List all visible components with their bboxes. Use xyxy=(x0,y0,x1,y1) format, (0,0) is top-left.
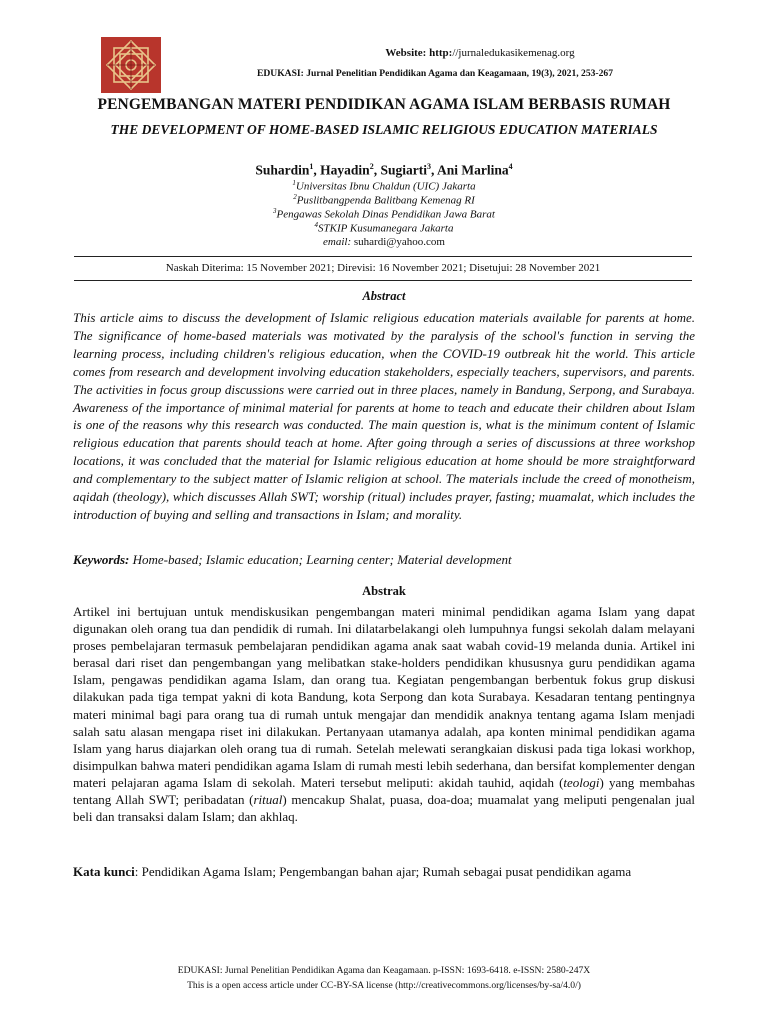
affiliation-sup: 3 xyxy=(273,207,277,215)
author-list xyxy=(60,162,708,179)
submission-dates: Naskah Diterima: 15 November 2021; Direvisi: 16 November 2021; Disetujui: 28 November 2021 xyxy=(165,262,601,274)
affiliation xyxy=(60,221,708,235)
website-line xyxy=(230,47,730,59)
journal-logo-icon xyxy=(101,37,161,93)
abstrak-text-part: ) mencakup Shalat, puasa, doa-doa; muamalat yang meliputi pengenalan jual beli dan transaksi dalam Islam; dan akhlaq. xyxy=(73,792,695,825)
abstrak-heading: Abstrak xyxy=(362,584,406,598)
affiliation-sup: 1 xyxy=(292,179,296,187)
article-title: PENGEMBANGAN MATERI PENDIDIKAN AGAMA ISLAM BERBASIS RUMAH xyxy=(97,96,671,113)
website-url[interactable]: //jurnaledukasikemenag.org xyxy=(452,47,575,59)
divider xyxy=(74,280,692,281)
keywords-indonesian: Kata kunci: Pendidikan Agama Islam; Pengembangan bahan ajar; Rumah sebagai pusat pendidikan agama xyxy=(73,863,695,880)
footer-issn: EDUKASI: Jurnal Penelitian Pendidikan Agama dan Keagamaan. p-ISSN: 1693-6418. e-ISSN: 2580-247X xyxy=(177,965,591,976)
affiliation xyxy=(60,193,708,207)
author-name: Suhardin xyxy=(255,162,310,178)
email-address[interactable]: suhardi@yahoo.com xyxy=(351,236,445,248)
affiliation xyxy=(60,179,708,193)
affiliation-sup: 2 xyxy=(293,193,297,201)
affiliation xyxy=(60,207,708,221)
website-label: Website: http: xyxy=(385,47,453,59)
abstract-heading: Abstract xyxy=(362,289,406,303)
affiliation-text: STKIP Kusumanegara Jakarta xyxy=(318,222,454,235)
divider xyxy=(74,256,692,257)
affiliation-text: Universitas Ibnu Chaldun (UIC) Jakarta xyxy=(295,180,476,193)
author-separator: , xyxy=(430,162,437,178)
affiliation-sup: 4 xyxy=(314,221,319,229)
email-label: email: xyxy=(323,236,352,248)
abstrak-text-part: Artikel ini bertujuan untuk mendiskusikan pengembangan materi minimal pendidikan agama Islam yang dapat digunakan oleh orang tua dan pendidik di rumah. Ini dilatarbelakangi oleh lumpuhnya fungsi sekolah dalam melayani proses pembelajaran termasuk pembelajaran pendidikan agama anak saat wabah covid-19 melanda dunia. Artikel ini berasal dari riset dan pengembangan yang melibatkan stake-holders pendidikan khususnya guru pendidikan agama Islam, pengawas pendidikan agama Islam, dan orang tua. Kegiatan pengembangan berbentuk fokus grup diskusi dilakukan pada tiga tempat yakni di kota Bandung, kota Serpong dan kota Surabaya. Kesadaran tentang pentingnya materi minimal bagi para orang tua di rumah untuk mengajar dan mendidik anaknya tentang agama Islam menjadi salah satu alasan mengapa riset ini dilakukan. Pertanyaan utamanya adalah, apa konten minimal pendidikan agama Islam yang harus diajarkan oleh orang tua di rumah. Setelah melewati serangkaian diskusi pada tiga lokasi workhop, disimpulkan bahwa materi pendidikan agama Islam di rumah mesti lebih sederhana, dan bersifat komplementer dengan materi pelajaran agama Islam di sekolah. Materi tersebut meliputi: akidah tauhid, aqidah ( xyxy=(73,604,695,790)
abstrak-italic-term: teologi xyxy=(563,774,600,790)
author-sup: 4 xyxy=(508,162,513,171)
author-sup: 2 xyxy=(369,162,374,171)
contact-email xyxy=(60,236,708,248)
author-separator: , xyxy=(373,162,381,178)
keywords-values: Home-based; Islamic education; Learning center; Material development xyxy=(129,552,512,567)
abstrak-text-part: ) yang membahas tentang Allah SWT; peribadatan ( xyxy=(73,774,695,808)
keywords-label: Keywords: xyxy=(73,552,130,567)
kata-kunci-values: Pendidikan Agama Islam; Pengembangan bahan ajar; Rumah sebagai pusat pendidikan agama xyxy=(141,864,632,879)
author-name: Ani Marlina xyxy=(436,162,509,178)
keywords-english xyxy=(73,552,695,568)
abstrak-italic-term: ritual xyxy=(253,792,283,808)
author-sup: 3 xyxy=(426,162,431,171)
journal-citation: EDUKASI: Jurnal Penelitian Pendidikan Agama dan Keagamaan, 19(3), 2021, 253-267 xyxy=(256,68,614,79)
article-english-title: THE DEVELOPMENT OF HOME-BASED ISLAMIC RELIGIOUS EDUCATION MATERIALS xyxy=(110,122,658,137)
kata-kunci-label: Kata kunci xyxy=(73,864,135,879)
author-name: Hayadin xyxy=(320,162,370,178)
affiliation-text: Puslitbangpenda Balitbang Kemenag RI xyxy=(296,194,475,207)
footer-license: This is a open access article under CC-BY-SA license (http://creativecommons.org/licenses/by-sa/4.0/) xyxy=(187,980,581,991)
author-sup: 1 xyxy=(309,162,314,171)
abstract-english-text: This article aims to discuss the development of Islamic religious education materials available for parents at home. The significance of home-based materials was motivated by the paralysis of the school's function in serving the learning process, including children's religious education, when the COVID-19 outbreak hit the world. This article comes from research and development involving education stakeholders, especially teachers, supervisors, and parents. The activities in focus group discussions were carried out in three places, namely in Bandung, Serpong, and Surabaya. Awareness of the importance of minimal material for parents at home to teach and educate their children about Islam is one of the reasons why this research was conducted. The main question is, what is the minimum content of Islamic religious education that parents should teach at home. After going through a series of discussions at three workshop locations, it was concluded that the material for Islamic religious education at home should be more straightforward and complementary to the subject matter of Islamic religion at school. The materials include the creed of monotheism, aqidah (theology), which discusses Allah SWT; worship (ritual) includes prayer, fasting; muamalat, which includes the introduction of buying and selling and transactions in Islam; and morality. xyxy=(73,310,695,522)
abstract-indonesian-text xyxy=(73,603,695,825)
affiliation-text: Pengawas Sekolah Dinas Pendidikan Jawa Barat xyxy=(276,208,495,221)
author-separator: , xyxy=(313,162,321,178)
author-name: Sugiarti xyxy=(380,162,427,178)
